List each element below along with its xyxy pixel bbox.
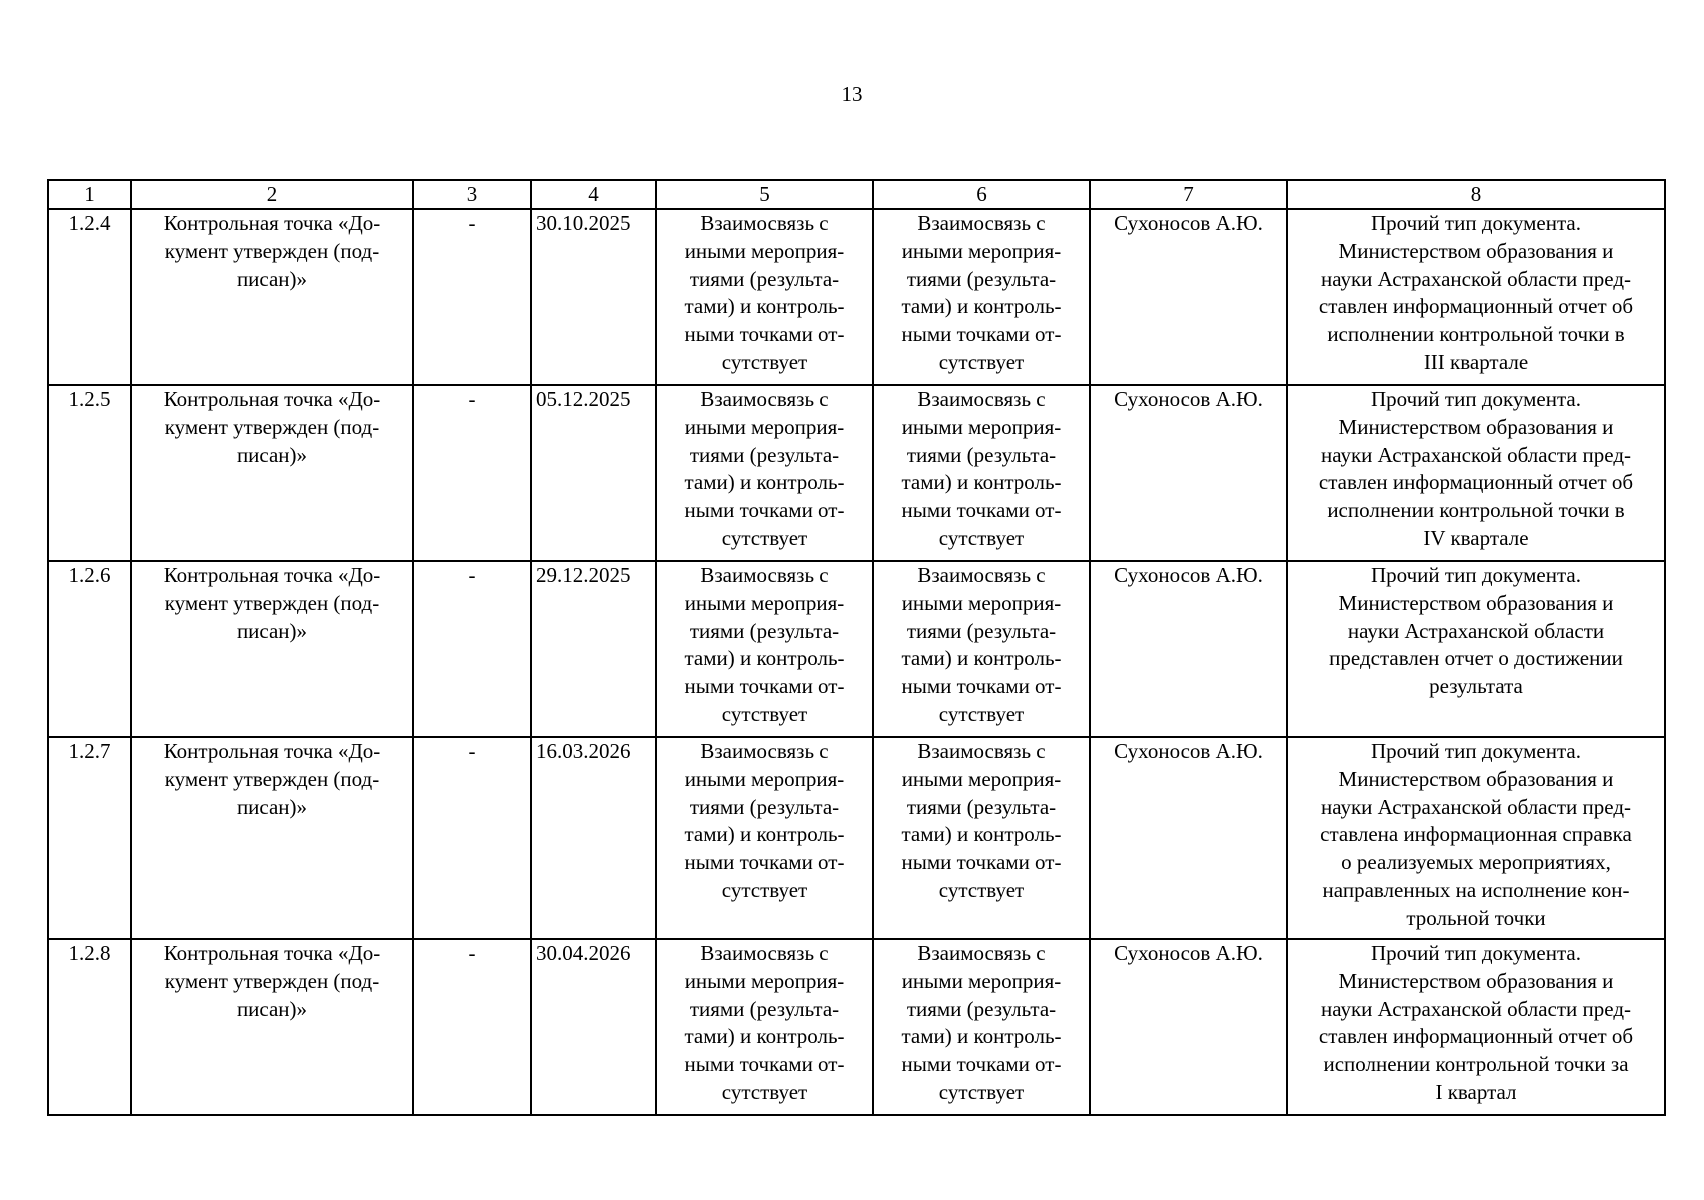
table-row <box>48 737 1665 939</box>
relationship-text <box>656 939 873 1115</box>
document-type-text-line: трольной точки <box>1406 905 1546 930</box>
responsible-person: Сухоносов А.Ю. <box>1090 737 1287 939</box>
relationship-text <box>873 385 1090 561</box>
relationship-text-line: сутствует <box>721 1079 808 1104</box>
header-cell: 4 <box>531 180 656 209</box>
relationship-text-line: Взаимосвязь с <box>700 563 829 587</box>
relationship-text-line: Взаимосвязь с <box>700 941 829 965</box>
document-type-text-line: ставлен информационный отчет об <box>1318 1024 1634 1049</box>
relationship-text-line: Взаимосвязь с <box>917 739 1046 763</box>
document-type-text-line: науки Астраханской области пред- <box>1320 266 1632 291</box>
item-number: 1.2.4 <box>48 209 131 385</box>
relationship-text-line: тиями (результа- <box>689 794 840 819</box>
relationship-text-line: сутствует <box>721 701 808 726</box>
document-type-text-line: Министерством образования и <box>1338 414 1614 439</box>
relationship-text-line: тиями (результа- <box>906 996 1057 1021</box>
relationship-text-line: ными точками от- <box>901 850 1062 875</box>
document-type-text-line: III квартале <box>1423 349 1529 374</box>
relationship-text <box>656 561 873 737</box>
control-point-name <box>131 737 413 939</box>
control-point-name-line: кумент утвержден (под- <box>164 590 380 615</box>
relationship-text-line: тами) и контроль- <box>684 294 845 319</box>
document-type-text <box>1287 385 1665 561</box>
table-row <box>48 209 1665 385</box>
document-type-text <box>1287 209 1665 385</box>
relationship-text <box>656 209 873 385</box>
control-point-name-line: кумент утвержден (под- <box>164 766 380 791</box>
control-point-name <box>131 209 413 385</box>
page-number: 13 <box>841 82 863 106</box>
control-point-name-line: писан)» <box>236 996 308 1021</box>
document-type-text-line: направленных на исполнение кон- <box>1322 877 1630 902</box>
relationship-text-line: тами) и контроль- <box>901 470 1062 495</box>
relationship-text-line: тиями (результа- <box>689 442 840 467</box>
column-3-value: - <box>413 737 531 939</box>
relationship-text-line: тиями (результа- <box>689 618 840 643</box>
relationship-text-line: тами) и контроль- <box>901 1024 1062 1049</box>
relationship-text <box>656 737 873 939</box>
responsible-person: Сухоносов А.Ю. <box>1090 209 1287 385</box>
relationship-text-line: тами) и контроль- <box>901 646 1062 671</box>
document-type-text-line: исполнении контрольной точки в <box>1327 498 1625 523</box>
control-point-name <box>131 939 413 1115</box>
relationship-text-line: Взаимосвязь с <box>917 563 1046 587</box>
control-point-name <box>131 385 413 561</box>
document-type-text-line: Министерством образования и <box>1338 238 1614 263</box>
deadline-date: 29.12.2025 <box>531 561 656 737</box>
responsible-person: Сухоносов А.Ю. <box>1090 385 1287 561</box>
header-cell: 6 <box>873 180 1090 209</box>
document-type-text-line: ставлен информационный отчет об <box>1318 470 1634 495</box>
control-point-name-line: писан)» <box>236 794 308 819</box>
control-point-name-line: писан)» <box>236 618 308 643</box>
control-point-name-line: Контрольная точка «До- <box>163 211 381 235</box>
relationship-text-line: тиями (результа- <box>906 794 1057 819</box>
relationship-text-line: тами) и контроль- <box>684 470 845 495</box>
document-type-text-line: представлен отчет о достижении <box>1329 646 1623 671</box>
relationship-text-line: сутствует <box>721 349 808 374</box>
item-number: 1.2.6 <box>48 561 131 737</box>
column-3-value: - <box>413 561 531 737</box>
control-point-name-line: кумент утвержден (под- <box>164 968 380 993</box>
relationship-text-line: Взаимосвязь с <box>917 941 1046 965</box>
document-type-text-line: результата <box>1429 674 1523 699</box>
relationship-text-line: тиями (результа- <box>906 266 1057 291</box>
document-type-text-line: ставлен информационный отчет об <box>1318 294 1634 319</box>
relationship-text-line: тиями (результа- <box>689 266 840 291</box>
relationship-text-line: иными мероприя- <box>684 766 845 791</box>
document-type-text-line: науки Астраханской области пред- <box>1320 996 1632 1021</box>
item-number: 1.2.5 <box>48 385 131 561</box>
relationship-text-line: тиями (результа- <box>689 996 840 1021</box>
document-type-text-line: науки Астраханской области <box>1347 618 1605 643</box>
document-type-text-line: науки Астраханской области пред- <box>1320 794 1632 819</box>
relationship-text-line: иными мероприя- <box>684 238 845 263</box>
relationship-text-line: сутствует <box>938 701 1025 726</box>
document-type-text-line: Прочий тип документа. <box>1371 211 1581 235</box>
relationship-text-line: тиями (результа- <box>906 442 1057 467</box>
header-cell: 3 <box>413 180 531 209</box>
control-point-name-line: Контрольная точка «До- <box>163 941 381 965</box>
relationship-text-line: иными мероприя- <box>901 766 1062 791</box>
relationship-text-line: сутствует <box>938 877 1025 902</box>
relationship-text-line: Взаимосвязь с <box>917 387 1046 411</box>
relationship-text-line: сутствует <box>721 525 808 550</box>
control-point-name-line: писан)» <box>236 442 308 467</box>
header-cell: 1 <box>48 180 131 209</box>
relationship-text-line: сутствует <box>938 1079 1025 1104</box>
relationship-text <box>656 385 873 561</box>
table-row <box>48 939 1665 1115</box>
deadline-date: 05.12.2025 <box>531 385 656 561</box>
relationship-text-line: иными мероприя- <box>901 590 1062 615</box>
document-type-text <box>1287 561 1665 737</box>
relationship-text-line: ными точками от- <box>684 498 845 523</box>
control-point-name-line: Контрольная точка «До- <box>163 387 381 411</box>
relationship-text-line: тами) и контроль- <box>901 822 1062 847</box>
control-point-name <box>131 561 413 737</box>
relationship-text-line: иными мероприя- <box>901 238 1062 263</box>
table-row <box>48 385 1665 561</box>
relationship-text-line: тами) и контроль- <box>684 1024 845 1049</box>
relationship-text-line: иными мероприя- <box>684 590 845 615</box>
document-type-text-line: науки Астраханской области пред- <box>1320 442 1632 467</box>
relationship-text <box>873 561 1090 737</box>
relationship-text-line: тами) и контроль- <box>901 294 1062 319</box>
document-type-text-line: Прочий тип документа. <box>1371 739 1581 763</box>
relationship-text <box>873 209 1090 385</box>
document-type-text-line: I квартал <box>1435 1079 1517 1104</box>
document-type-text-line: IV квартале <box>1423 525 1529 550</box>
relationship-text-line: ными точками от- <box>684 322 845 347</box>
document-type-text-line: Прочий тип документа. <box>1371 941 1581 965</box>
item-number: 1.2.7 <box>48 737 131 939</box>
relationship-text-line: ными точками от- <box>901 498 1062 523</box>
deadline-date: 30.04.2026 <box>531 939 656 1115</box>
relationship-text-line: сутствует <box>938 525 1025 550</box>
document-type-text-line: ставлена информационная справка <box>1320 822 1632 847</box>
relationship-text-line: ными точками от- <box>901 322 1062 347</box>
document-type-text-line: Министерством образования и <box>1338 968 1614 993</box>
control-points-table <box>47 179 1666 1116</box>
relationship-text-line: иными мероприя- <box>901 968 1062 993</box>
relationship-text <box>873 737 1090 939</box>
control-point-name-line: кумент утвержден (под- <box>164 238 380 263</box>
relationship-text-line: тиями (результа- <box>906 618 1057 643</box>
header-cell: 2 <box>131 180 413 209</box>
relationship-text-line: иными мероприя- <box>901 414 1062 439</box>
relationship-text <box>873 939 1090 1115</box>
control-point-name-line: писан)» <box>236 266 308 291</box>
document-type-text-line: Прочий тип документа. <box>1371 387 1581 411</box>
deadline-date: 16.03.2026 <box>531 737 656 939</box>
relationship-text-line: ными точками от- <box>684 1052 845 1077</box>
responsible-person: Сухоносов А.Ю. <box>1090 561 1287 737</box>
relationship-text-line: Взаимосвязь с <box>700 387 829 411</box>
column-3-value: - <box>413 209 531 385</box>
relationship-text-line: Взаимосвязь с <box>700 211 829 235</box>
relationship-text-line: сутствует <box>938 349 1025 374</box>
relationship-text-line: ными точками от- <box>684 674 845 699</box>
relationship-text-line: тами) и контроль- <box>684 646 845 671</box>
document-type-text-line: о реализуемых мероприятиях, <box>1341 850 1611 875</box>
column-3-value: - <box>413 385 531 561</box>
control-point-name-line: кумент утвержден (под- <box>164 414 380 439</box>
document-type-text-line: Министерством образования и <box>1338 590 1614 615</box>
relationship-text-line: Взаимосвязь с <box>700 739 829 763</box>
relationship-text-line: тами) и контроль- <box>684 822 845 847</box>
relationship-text-line: иными мероприя- <box>684 414 845 439</box>
relationship-text-line: ными точками от- <box>901 1052 1062 1077</box>
table-row <box>48 561 1665 737</box>
header-cell: 8 <box>1287 180 1665 209</box>
document-type-text-line: исполнении контрольной точки за <box>1323 1052 1629 1077</box>
document-type-text <box>1287 939 1665 1115</box>
document-type-text-line: исполнении контрольной точки в <box>1327 322 1625 347</box>
item-number: 1.2.8 <box>48 939 131 1115</box>
control-point-name-line: Контрольная точка «До- <box>163 563 381 587</box>
responsible-person: Сухоносов А.Ю. <box>1090 939 1287 1115</box>
relationship-text-line: сутствует <box>721 877 808 902</box>
relationship-text-line: ными точками от- <box>901 674 1062 699</box>
deadline-date: 30.10.2025 <box>531 209 656 385</box>
relationship-text-line: иными мероприя- <box>684 968 845 993</box>
header-cell: 5 <box>656 180 873 209</box>
relationship-text-line: Взаимосвязь с <box>917 211 1046 235</box>
column-3-value: - <box>413 939 531 1115</box>
document-type-text-line: Министерством образования и <box>1338 766 1614 791</box>
relationship-text-line: ными точками от- <box>684 850 845 875</box>
control-point-name-line: Контрольная точка «До- <box>163 739 381 763</box>
table-header-row <box>48 180 1665 209</box>
header-cell: 7 <box>1090 180 1287 209</box>
document-type-text <box>1287 737 1665 939</box>
document-type-text-line: Прочий тип документа. <box>1371 563 1581 587</box>
